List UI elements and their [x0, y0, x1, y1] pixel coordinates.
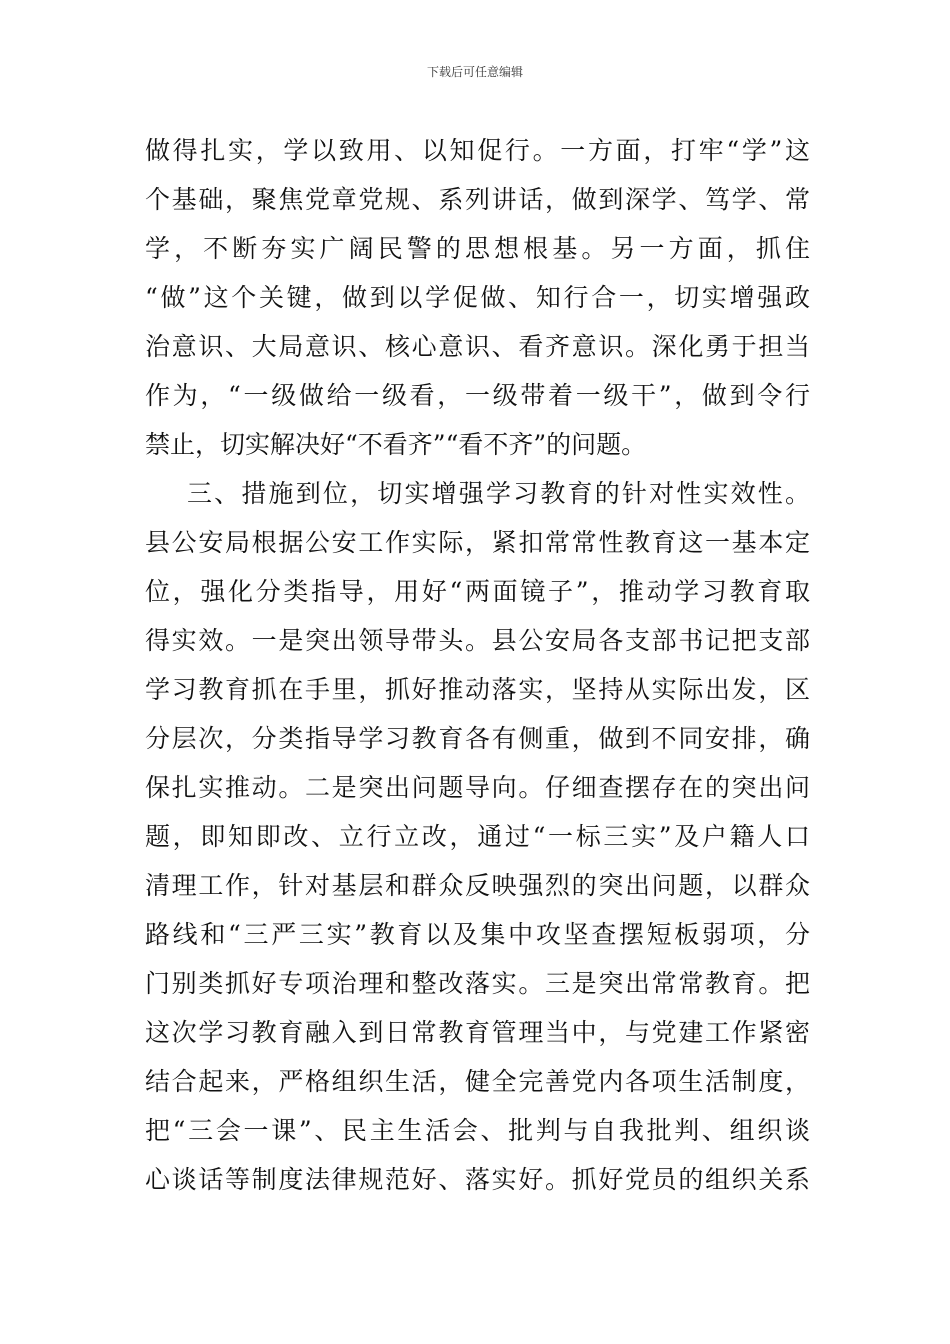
- text-line: 门别类抓好专项治理和整改落实。三是突出常常教育。把: [145, 969, 810, 998]
- text-line: 心谈话等制度法律规范好、落实好。抓好党员的组织关系: [145, 1165, 810, 1194]
- body-text: [145, 126, 810, 1204]
- text-line: 这次学习教育融入到日常教育管理当中，与党建工作紧密: [145, 1018, 810, 1047]
- text-line: 学，不断夯实广阔民警的思想根基。另一方面，抓住: [145, 234, 810, 263]
- text-line: “做”这个关键，做到以学促做、知行合一，切实增强政: [145, 283, 810, 312]
- text-line: 做得扎实，学以致用、以知促行。一方面，打牢“学”这: [145, 136, 810, 165]
- text-line: 位，强化分类指导，用好“两面镜子”，推动学习教育取: [145, 577, 810, 606]
- text-line: 治意识、大局意识、核心意识、看齐意识。深化勇于担当: [145, 332, 810, 361]
- text-line: 把“三会一课”、民主生活会、批判与自我批判、组织谈: [145, 1116, 810, 1145]
- text-line: 作为，“一级做给一级看，一级带着一级干”，做到令行: [145, 381, 810, 410]
- text-line: 保扎实推动。二是突出问题导向。仔细查摆存在的突出问: [145, 773, 810, 802]
- text-line: 得实效。一是突出领导带头。县公安局各支部书记把支部: [145, 626, 810, 655]
- page-header: 下载后可任意编辑: [426, 65, 523, 79]
- text-line: 分层次，分类指导学习教育各有侧重，做到不同安排，确: [145, 724, 810, 753]
- text-line: 禁止，切实解决好“不看齐”“看不齐”的问题。: [145, 430, 647, 459]
- section-heading-line: 三、措施到位，切实增强学习教育的针对性实效性。: [187, 479, 810, 508]
- text-line: 个基础，聚焦党章党规、系列讲话，做到深学、笃学、常: [145, 185, 810, 214]
- text-line: 结合起来，严格组织生活，健全完善党内各项生活制度，: [145, 1067, 810, 1096]
- text-line: 县公安局根据公安工作实际，紧扣常常性教育这一基本定: [145, 528, 810, 557]
- text-line: 路线和“三严三实”教育以及集中攻坚查摆短板弱项，分: [145, 920, 810, 949]
- text-line: 题，即知即改、立行立改，通过“一标三实”及户籍人口: [145, 822, 810, 851]
- text-line: 学习教育抓在手里，抓好推动落实，坚持从实际出发，区: [145, 675, 810, 704]
- text-line: 清理工作，针对基层和群众反映强烈的突出问题，以群众: [145, 871, 810, 900]
